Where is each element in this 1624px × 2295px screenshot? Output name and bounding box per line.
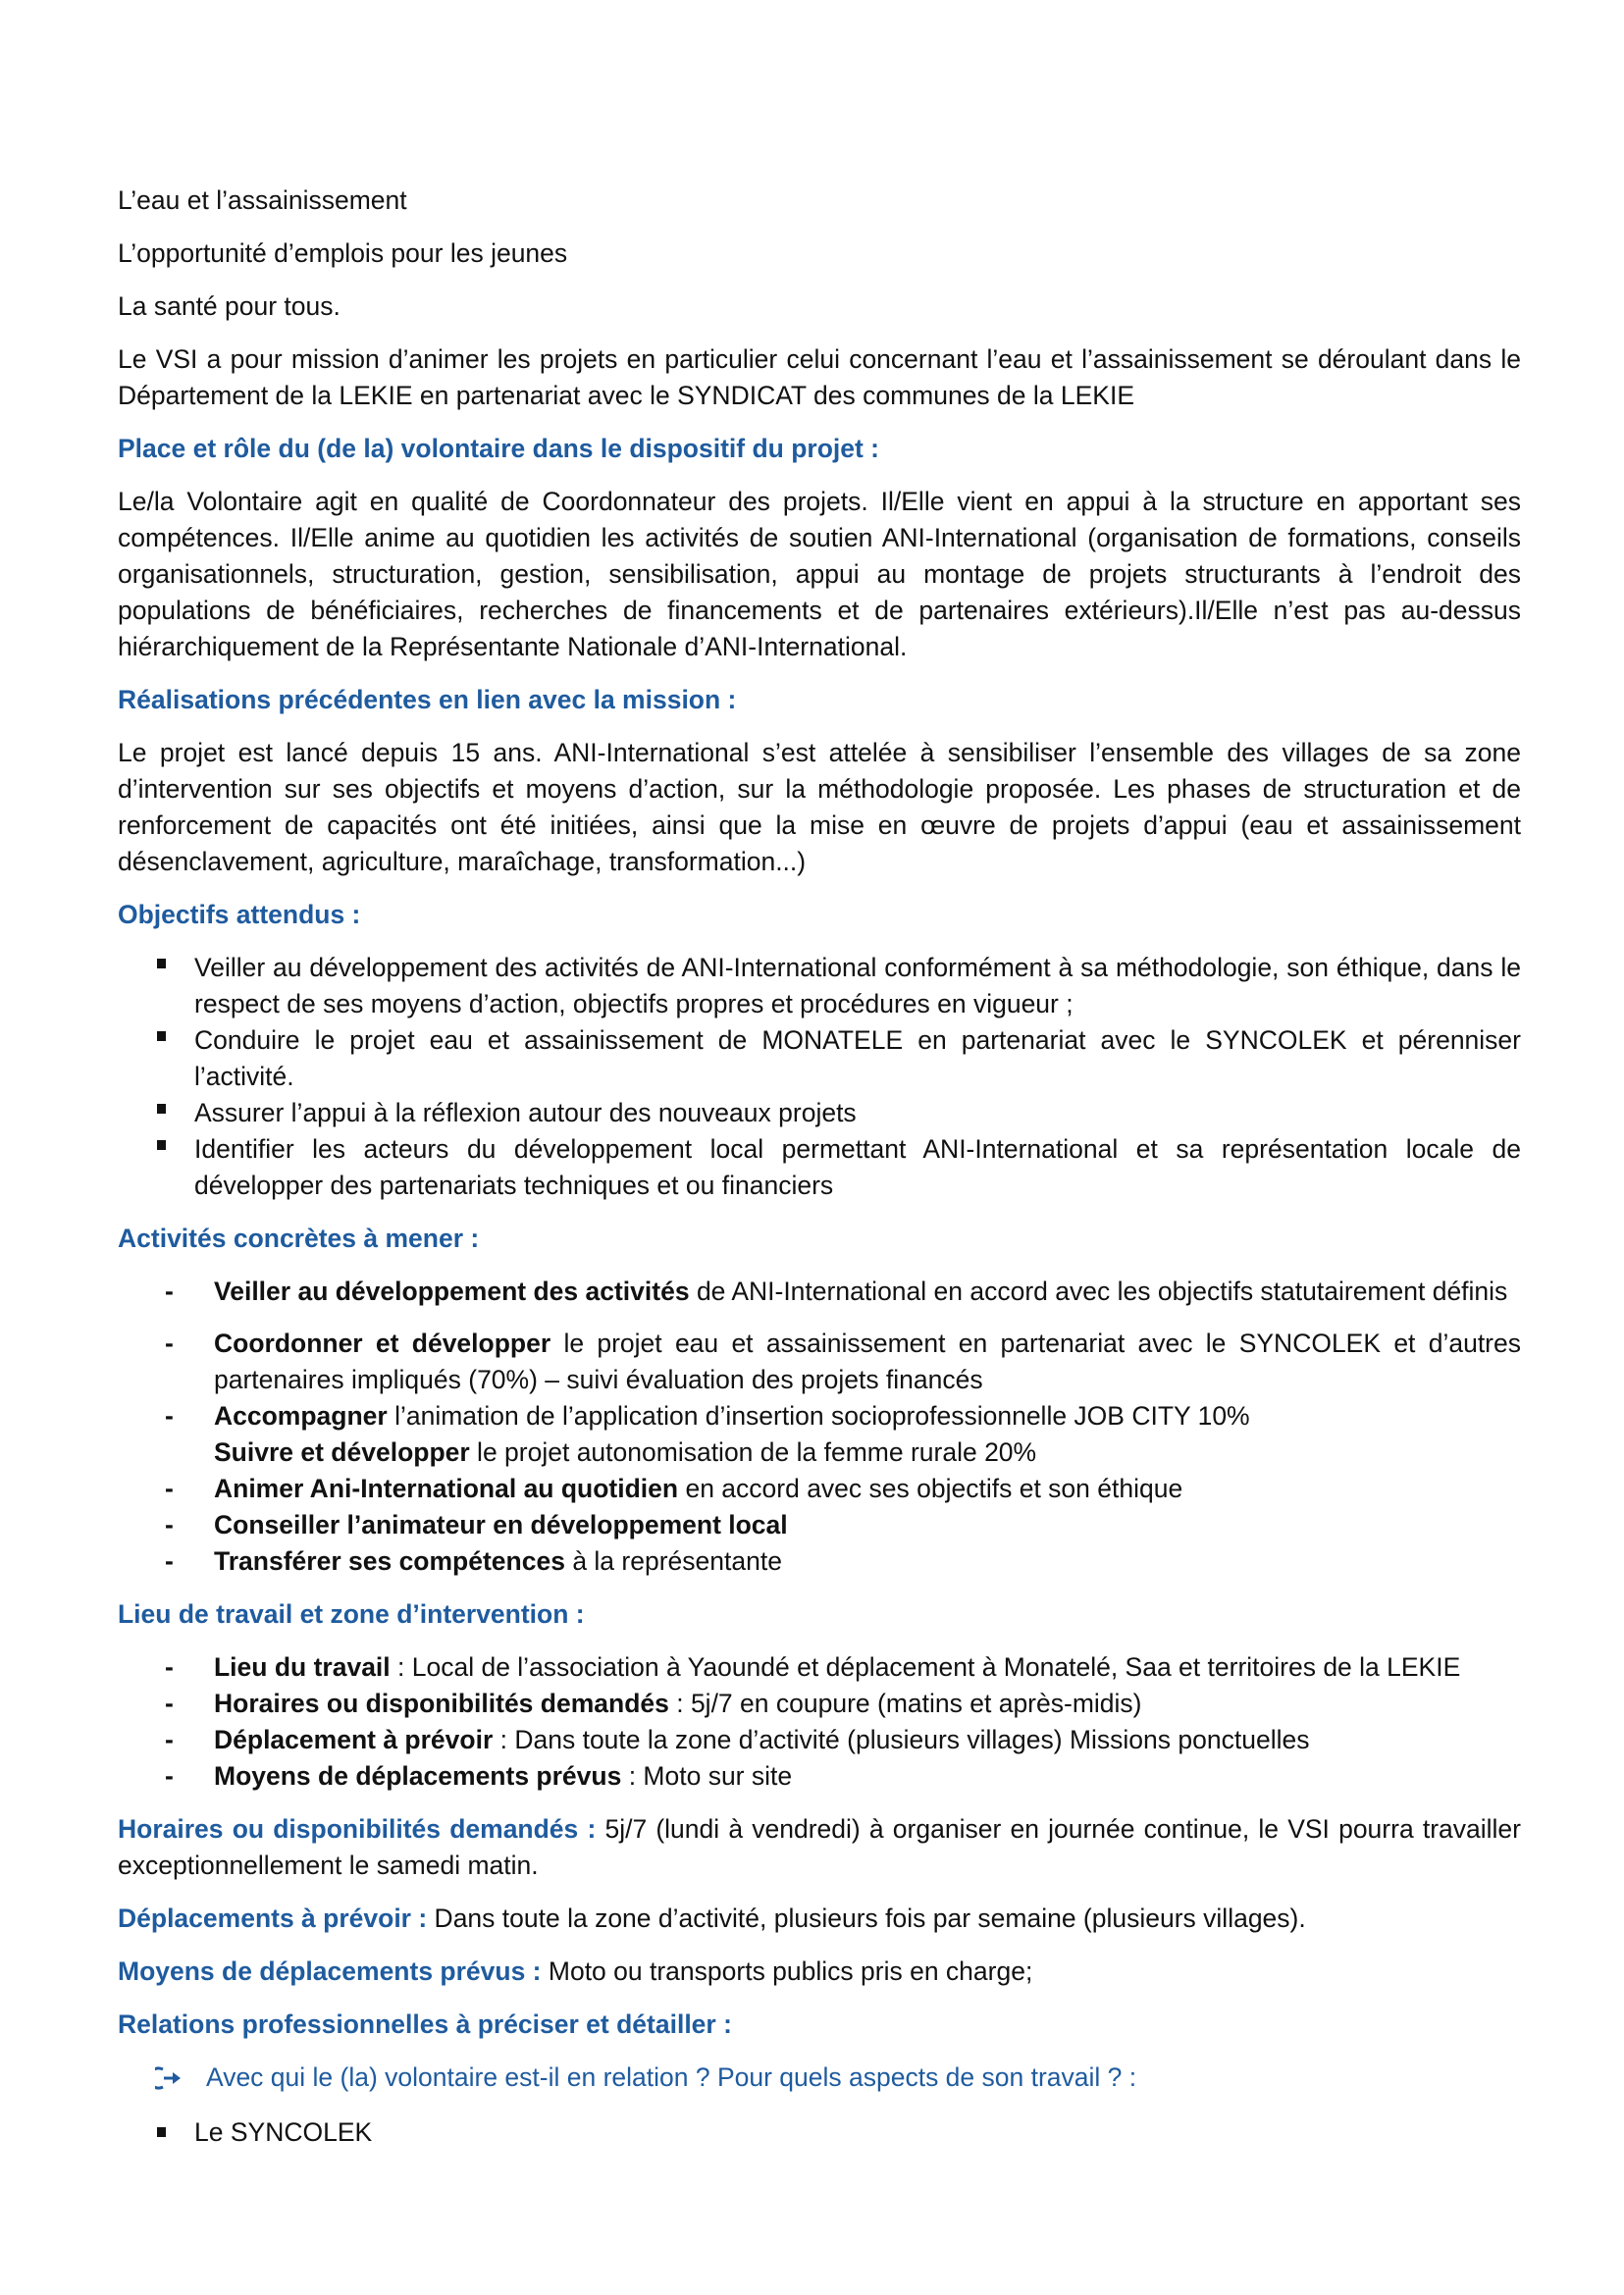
- relation-item-text: Le SYNCOLEK: [194, 2117, 373, 2147]
- dash-bullet-icon: -: [165, 1725, 174, 1754]
- dash-bullet-icon: -: [165, 1689, 174, 1718]
- deplacements-label: Déplacements à prévoir :: [118, 1904, 428, 1933]
- intro-line-jobs: L’opportunité d’emplois pour les jeunes: [118, 238, 568, 268]
- square-bullet-icon: [157, 2127, 166, 2137]
- lieu-bold: Lieu du travail: [214, 1652, 391, 1682]
- list-item: [118, 1095, 1521, 1131]
- dash-bullet-icon: -: [165, 1652, 174, 1682]
- list-item: [118, 1434, 1521, 1471]
- list-item: [118, 1686, 1521, 1722]
- realisations-text: Le projet est lancé depuis 15 ans. ANI-International s’est attelée à sensibiliser l’ensemble des villages de sa zone d’intervention sur ses objectifs et moyens d’action, sur la méthodologie proposée. Les phases de structuration et de renforcement de capacités ont été initiées, ainsi que la mise en œuvre de projets d’appui (eau et assainissement désenclavement, agriculture, maraîchage, transformation...): [118, 738, 1521, 876]
- horaires-text: 5j/7 (lundi à vendredi) à organiser en journée continue, le VSI pourra travailler exceptionnellement le samedi matin.: [118, 1814, 1521, 1880]
- list-item: [118, 1274, 1521, 1310]
- place-role-heading: Place et rôle du (de la) volontaire dans le dispositif du projet :: [118, 434, 879, 463]
- circled-arrow-icon: [155, 2064, 183, 2092]
- list-item: [118, 1543, 1521, 1580]
- intro-line-health: La santé pour tous.: [118, 291, 341, 321]
- document-body: [118, 183, 1521, 2151]
- dash-bullet-icon: -: [165, 1761, 174, 1791]
- list-item: [118, 1722, 1521, 1758]
- realisations-heading: Réalisations précédentes en lien avec la mission :: [118, 685, 737, 714]
- relations-question-text: Avec qui le (la) volontaire est-il en relation ? Pour quels aspects de son travail ? :: [206, 2062, 1137, 2092]
- activite-text: le projet eau et assainissement en partenariat avec le SYNCOLEK et d’autres partenaires impliqués (70%) – suivi évaluation des projets financés: [214, 1329, 1521, 1394]
- objectif-text: Veiller au développement des activités de ANI-International conformément à sa méthodologie, son éthique, dans le respect de ses moyens d’action, objectifs propres et procédures en vigueur ;: [194, 953, 1521, 1018]
- relations-question: [118, 2060, 1521, 2096]
- list-item: [118, 2114, 1521, 2151]
- deplacements-paragraph: [118, 1901, 1521, 1937]
- activites-list: [118, 1274, 1521, 1580]
- activite-text: en accord avec ses objectifs et son éthique: [678, 1474, 1183, 1503]
- objectif-text: Assurer l’appui à la réflexion autour des nouveaux projets: [194, 1098, 857, 1127]
- lieu-text: : Local de l’association à Yaoundé et déplacement à Monatelé, Saa et territoires de la LEKIE: [390, 1652, 1461, 1682]
- dash-bullet-icon: -: [165, 1277, 174, 1306]
- activite-bold: Accompagner: [214, 1401, 388, 1431]
- mission-paragraph: Le VSI a pour mission d’animer les projets en particulier celui concernant l’eau et l’assainissement se déroulant dans le Département de la LEKIE en partenariat avec le SYNDICAT des communes de la LEKIE: [118, 344, 1521, 410]
- square-bullet-icon: [157, 1104, 166, 1114]
- objectif-text: Identifier les acteurs du développement local permettant ANI-International et sa représentation locale de développer des partenariats techniques et ou financiers: [194, 1134, 1521, 1200]
- list-item: [118, 1758, 1521, 1795]
- lieu-text: : Moto sur site: [621, 1761, 793, 1791]
- list-item: [118, 1471, 1521, 1507]
- dash-bullet-icon: -: [165, 1401, 174, 1431]
- activite-bold: Conseiller l’animateur en développement local: [214, 1510, 788, 1539]
- activite-text: à la représentante: [564, 1546, 782, 1576]
- objectif-text: Conduire le projet eau et assainissement de MONATELE en partenariat avec le SYNCOLEK et pérenniser l’activité.: [194, 1025, 1521, 1091]
- lieu-text: : 5j/7 en coupure (matins et après-midis): [668, 1689, 1142, 1718]
- square-bullet-icon: [157, 1031, 166, 1041]
- lieu-bold: Moyens de déplacements prévus: [214, 1761, 622, 1791]
- lieu-heading: Lieu de travail et zone d’intervention :: [118, 1599, 585, 1629]
- objectifs-heading: Objectifs attendus :: [118, 900, 361, 929]
- activite-bold: Veiller au développement des activités: [214, 1277, 690, 1306]
- activite-bold: Transférer ses compétences: [214, 1546, 565, 1576]
- activite-bold: Coordonner et développer: [214, 1329, 551, 1358]
- dash-bullet-icon: -: [165, 1329, 174, 1358]
- dash-bullet-icon: -: [165, 1510, 174, 1539]
- list-item: [118, 1398, 1521, 1434]
- list-item: [118, 1131, 1521, 1204]
- list-item: [118, 950, 1521, 1022]
- activite-text: le projet autonomisation de la femme rurale 20%: [469, 1437, 1037, 1467]
- dash-bullet-icon: -: [165, 1546, 174, 1576]
- objectifs-list: [118, 950, 1521, 1204]
- lieu-bold: Déplacement à prévoir: [214, 1725, 494, 1754]
- moyens-paragraph: [118, 1954, 1521, 1990]
- activite-text: l’animation de l’application d’insertion socioprofessionnelle JOB CITY 10%: [387, 1401, 1250, 1431]
- list-item: [118, 1649, 1521, 1686]
- square-bullet-icon: [157, 959, 166, 968]
- relations-heading: Relations professionnelles à préciser et détailler :: [118, 2009, 732, 2039]
- deplacements-text: Dans toute la zone d’activité, plusieurs fois par semaine (plusieurs villages).: [427, 1904, 1306, 1933]
- horaires-paragraph: [118, 1811, 1521, 1884]
- intro-line-water: L’eau et l’assainissement: [118, 185, 407, 215]
- moyens-text: Moto ou transports publics pris en charge;: [541, 1956, 1033, 1986]
- lieu-text: : Dans toute la zone d’activité (plusieurs villages) Missions ponctuelles: [493, 1725, 1310, 1754]
- square-bullet-icon: [157, 1140, 166, 1150]
- dash-bullet-icon: -: [165, 1474, 174, 1503]
- list-item: [118, 1507, 1521, 1543]
- activites-heading: Activités concrètes à mener :: [118, 1224, 480, 1253]
- place-role-text: Le/la Volontaire agit en qualité de Coordonnateur des projets. Il/Elle vient en appui à la structure en apportant ses compétences. Il/Elle anime au quotidien les activités de soutien ANI-International (organisation de formations, conseils organisationnels, structuration, gestion, sensibilisation, appui au montage de projets structurants à l’endroit des populations de bénéficiaires, recherches de financements et de partenaires extérieurs).Il/Elle n’est pas au-dessus hiérarchiquement de la Représentante Nationale d’ANI-International.: [118, 487, 1521, 661]
- lieu-bold: Horaires ou disponibilités demandés: [214, 1689, 669, 1718]
- moyens-label: Moyens de déplacements prévus :: [118, 1956, 542, 1986]
- activite-bold: Animer Ani-International au quotidien: [214, 1474, 679, 1503]
- activite-bold: Suivre et développer: [214, 1437, 470, 1467]
- activite-text: de ANI-International en accord avec les objectifs statutairement définis: [689, 1277, 1508, 1306]
- list-item: [118, 1022, 1521, 1095]
- horaires-label: Horaires ou disponibilités demandés :: [118, 1814, 597, 1844]
- list-item: [118, 1326, 1521, 1398]
- lieu-list: [118, 1649, 1521, 1795]
